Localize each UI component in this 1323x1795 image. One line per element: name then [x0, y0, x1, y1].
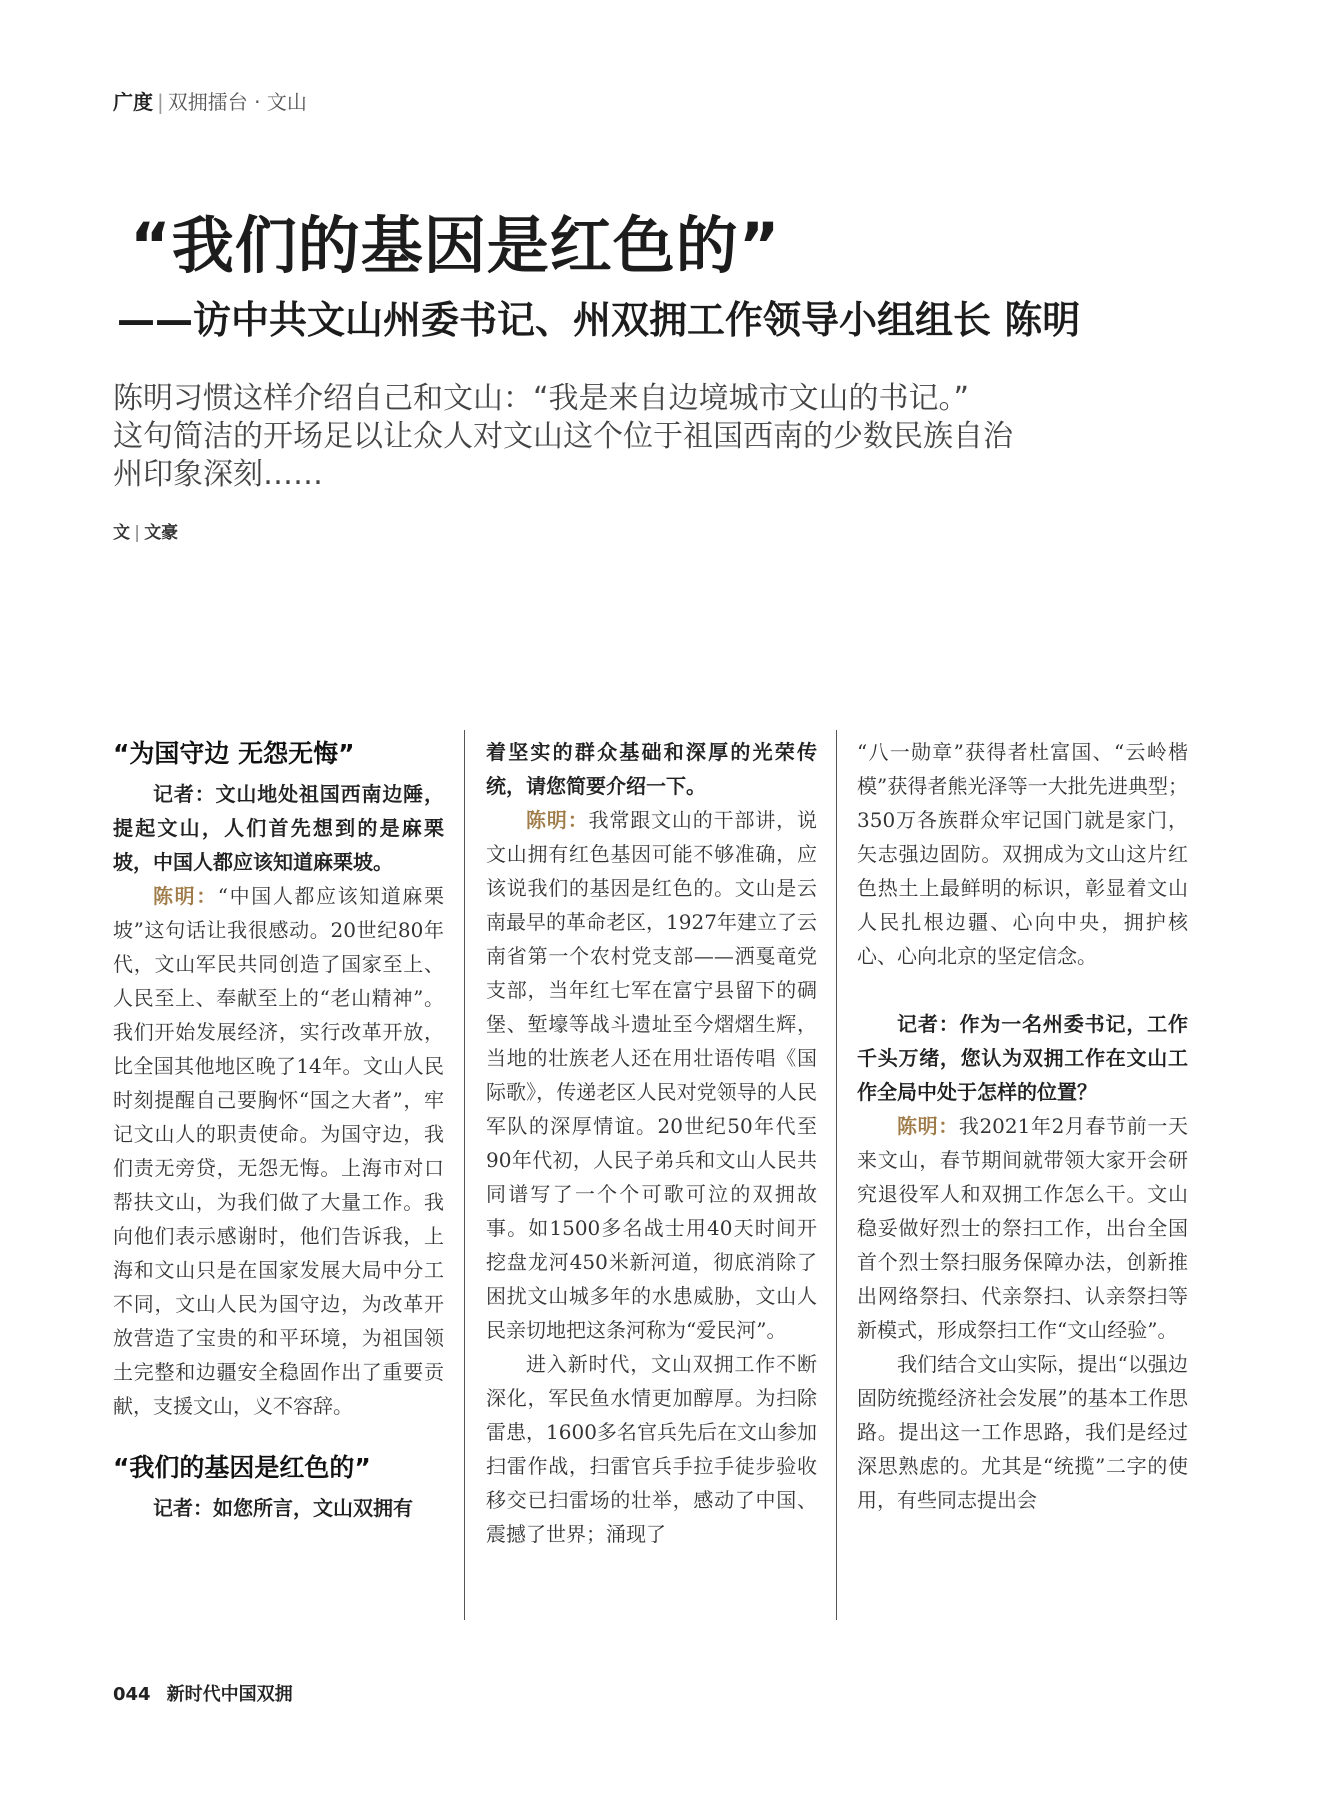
- channel-name: 双拥擂台 · 文山: [167, 90, 307, 114]
- body-paragraph: 进入新时代，文山双拥工作不断深化，军民鱼水情更加醇厚。为扫除雷患，1600多名官兵先后在文山参加扫雷作战，扫雷官兵手拉手徒步验收移交已扫雷场的壮举，感动了中国、震撼了世界；涌现了: [486, 1352, 817, 1546]
- question-text: 文山地处祖国西南边陲，提起文山，人们首先想到的是麻栗坡，中国人都应该知道麻栗坡。: [113, 782, 445, 874]
- article-lead: [113, 380, 1113, 494]
- section-name: 广度: [113, 90, 153, 114]
- question-paragraph: [113, 777, 444, 879]
- question-text: 着坚实的群众基础和深厚的光荣传统，请您简要介绍一下。: [486, 740, 817, 798]
- answer-text: 我2021年2月春节前一天来文山，春节期间就带领大家开会研究退役军人和双拥工作怎么干。文山稳妥做好烈士的祭扫工作，出台全国首个烈士祭扫服务保障办法，创新推出网络祭扫、代亲祭扫、认亲祭扫等新模式，形成祭扫工作“文山经验”。: [857, 1114, 1188, 1342]
- question-text: 作为一名州委书记，工作千头万绪，您认为双拥工作在文山工作全局中处于怎样的位置？: [857, 1012, 1189, 1104]
- byline: [113, 518, 178, 543]
- header-divider: |: [157, 90, 164, 114]
- question-paragraph: [113, 1491, 444, 1525]
- question-text: 如您所言，文山双拥有: [213, 1496, 413, 1520]
- speaker-label: 陈明：: [526, 808, 589, 832]
- article-column-2: [486, 735, 817, 1551]
- magazine-name: 新时代中国双拥: [166, 1684, 293, 1705]
- lead-line: 这句简洁的开场足以让众人对文山这个位于祖国西南的少数民族自治: [113, 419, 1013, 454]
- reporter-label: 记者：: [153, 1496, 213, 1520]
- spacer: [113, 1423, 444, 1449]
- column-divider: [464, 730, 465, 1620]
- spacer: [857, 973, 1188, 1007]
- body-paragraph-continued: “八一勋章”获得者杜富国、“云岭楷模”获得者熊光泽等一大批先进典型；350万各族群众牢记国门就是家门，矢志强边固防。双拥成为文山这片红色热土上最鲜明的标识，彰显着文山人民扎根边疆、心向中央，拥护核心、心向北京的坚定信念。: [857, 740, 1188, 968]
- lead-line: 州印象深刻……: [113, 457, 323, 492]
- byline-label: 文: [113, 523, 130, 543]
- page-footer: [113, 1680, 293, 1706]
- article-column-1: [113, 735, 444, 1525]
- byline-divider: |: [134, 523, 141, 543]
- question-paragraph-continued: [486, 735, 817, 803]
- answer-paragraph: [857, 1109, 1188, 1347]
- reporter-label: 记者：: [153, 782, 216, 806]
- article-subtitle: ——访中共文山州委书记、州双拥工作领导小组组长 陈明: [117, 298, 1081, 342]
- article-title: “我们的基因是红色的”: [130, 209, 781, 282]
- speaker-label: 陈明：: [153, 884, 218, 908]
- reporter-label: 记者：: [897, 1012, 960, 1036]
- lead-line: 陈明习惯这样介绍自己和文山：“我是来自边境城市文山的书记。”: [113, 381, 970, 416]
- answer-text: 我常跟文山的干部讲，说文山拥有红色基因可能不够准确，应该说我们的基因是红色的。文山是云南最早的革命老区，1927年建立了云南省第一个农村党支部——洒戛竜党支部，当年红七军在富宁县留下的碉堡、堑壕等战斗遗址至今熠熠生辉，当地的壮族老人还在用壮语传唱《国际歌》，传递老区人民对党领导的人民军队的深厚情谊。20世纪50年代至90年代初，人民子弟兵和文山人民共同谱写了一个个可歌可泣的双拥故事。如1500多名战士用40天时间开挖盘龙河450米新河道，彻底消除了困扰文山城多年的水患威胁，文山人民亲切地把这条河称为“爱民河”。: [486, 808, 818, 1342]
- section-header: [113, 86, 307, 115]
- answer-paragraph: [113, 879, 444, 1423]
- speaker-label: 陈明：: [897, 1114, 959, 1138]
- question-paragraph: [857, 1007, 1188, 1109]
- answer-text: “中国人都应该知道麻栗坡”这句话让我很感动。20世纪80年代，文山军民共同创造了国家至上、人民至上、奉献至上的“老山精神”。我们开始发展经济，实行改革开放，比全国其他地区晚了14年。文山人民时刻提醒自己要胸怀“国之大者”，牢记文山人的职责使命。为国守边，我们责无旁贷，无怨无悔。上海市对口帮扶文山，为我们做了大量工作。我向他们表示感谢时，他们告诉我，上海和文山只是在国家发展大局中分工不同，文山人民为国守边，为改革开放营造了宝贵的和平环境，为祖国领土完整和边疆安全稳固作出了重要贡献，支援文山，义不容辞。: [113, 884, 444, 1418]
- byline-author: 文豪: [144, 523, 179, 543]
- body-paragraph: 我们结合文山实际，提出“以强边固防统揽经济社会发展”的基本工作思路。提出这一工作思路，我们是经过深思熟虑的。尤其是“统揽”二字的使用，有些同志提出会: [857, 1352, 1188, 1512]
- answer-paragraph: [486, 803, 817, 1347]
- page-number: 044: [113, 1684, 151, 1705]
- article-column-3: [857, 735, 1188, 1517]
- section-heading: “为国守边 无怨无悔”: [113, 739, 355, 768]
- section-heading: “我们的基因是红色的”: [113, 1453, 371, 1482]
- column-divider: [836, 730, 837, 1620]
